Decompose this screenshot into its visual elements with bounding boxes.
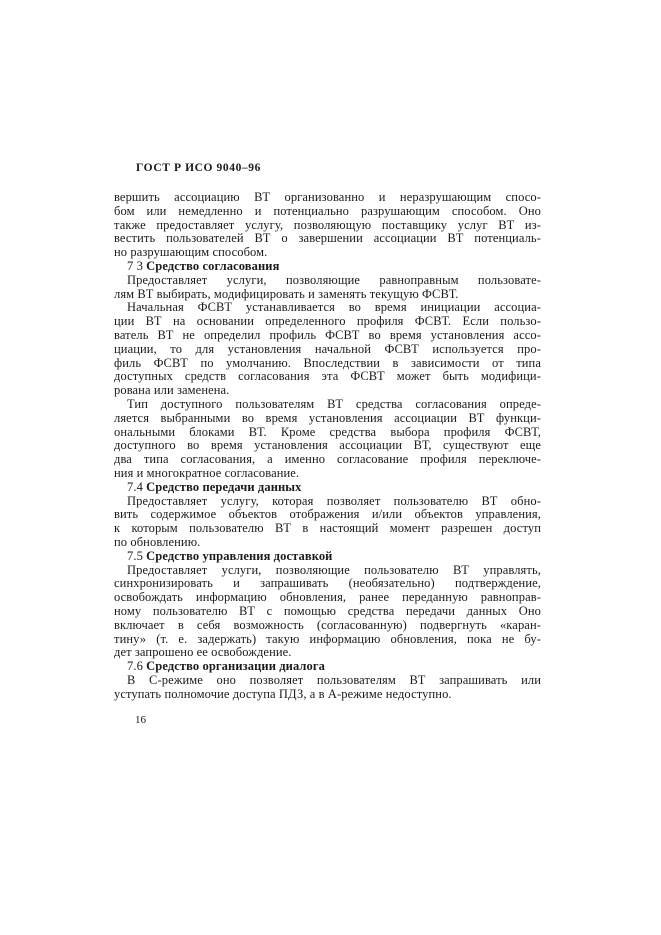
section-number: 7.6 [127,660,143,674]
document-body [114,191,541,701]
section-number: 7 3 [127,259,143,273]
text-line: ному пользователю ВТ с помощью средства передачи данных Оно [114,604,541,618]
running-header-standard-code: ГОСТ Р ИСО 9040–96 [136,162,261,174]
text-line: филь ФСВТ по умолчанию. Впоследствии в зависимости от типа [114,356,541,370]
text-line: уступать полномочие доступа ПДЗ, а в А-режиме недоступно. [114,687,452,701]
text-line: ональными блоками ВТ. Кроме средства выбора профиля ФСВТ, [114,425,541,439]
section-title: Средство передачи данных [146,480,302,494]
text-line: вестить пользователей ВТ о завершении ассоциации ВТ потенциаль- [114,232,541,246]
text-line: ции ВТ на основании определенного профиля ФСВТ. Если пользо- [114,315,541,329]
text-line: Предоставляет услугу, которая позволяет пользователю ВТ обно- [127,494,541,508]
text-line: вить содержимое объектов отображения и/или объектов управления, [114,508,541,522]
text-line: но разрушающим способом. [114,246,268,260]
section-title: Средство управления доставкой [146,549,333,563]
text-line: В С-режиме оно позволяет пользователям ВТ запрашивать или [127,673,541,687]
text-line: Начальная ФСВТ устанавливается во время инициации ассоциа- [127,301,541,315]
text-line: дет запрошено ее освобождение. [114,646,292,660]
section-heading [114,660,541,674]
section-heading [114,550,541,564]
text-line: доступных средств согласования эта ФСВТ может быть модифици- [114,370,541,384]
text-line: доступного во время установления ассоциации ВТ, существуют еще [114,439,541,453]
text-line: тину» (т. е. задержать) такую информацию обновления, пока не бу- [114,632,541,646]
text-line: два типа согласования, а именно согласование профиля переключе- [114,453,541,467]
text-line: вершить ассоциацию ВТ организованно и неразрушающим спосо- [114,191,541,204]
text-line: Тип доступного пользователям ВТ средства согласования опреде- [127,397,541,411]
text-line: освобождать информацию обновления, ранее переданную равноправ- [114,591,541,605]
text-line: Предоставляет услуги, позволяющие равноправным пользовате- [127,273,541,287]
section-number: 7.4 [127,480,143,494]
text-line: по обновлению. [114,535,201,549]
section-heading [114,481,541,495]
text-line: к которым пользователю ВТ в настоящий момент разрешен доступ [114,522,541,536]
section-number: 7.5 [127,549,143,563]
text-line: Предоставляет услуги, позволяющие пользователю ВТ управлять, [127,563,541,577]
text-line: также предоставляет услугу, позволяющую поставщику услуг ВТ из- [114,218,541,232]
page-number: 16 [135,714,146,726]
text-line: лям ВТ выбирать, модифицировать и заменять текущую ФСВТ. [114,287,459,301]
text-line: включает в себя возможность (согласованную) подвергнуть «каран- [114,618,541,632]
text-line: ляется выбранными во время установления ассоциации ВТ функци- [114,411,541,425]
text-line: ния и многократное согласование. [114,466,300,480]
text-line: бом или немедленно и потенциально разрушающим способом. Оно [114,204,541,218]
text-line: рована или заменена. [114,384,230,398]
section-heading [114,260,541,274]
text-line: синхронизировать и запрашивать (необязательно) подтверждение, [114,577,541,591]
text-line: циации, то для установления начальной ФСВТ используется про- [114,342,541,356]
section-title: Средство организации диалога [146,660,325,674]
text-line: ватель ВТ не определил профиль ФСВТ во время установления ассо- [114,328,541,342]
section-title: Средство согласования [146,259,280,273]
